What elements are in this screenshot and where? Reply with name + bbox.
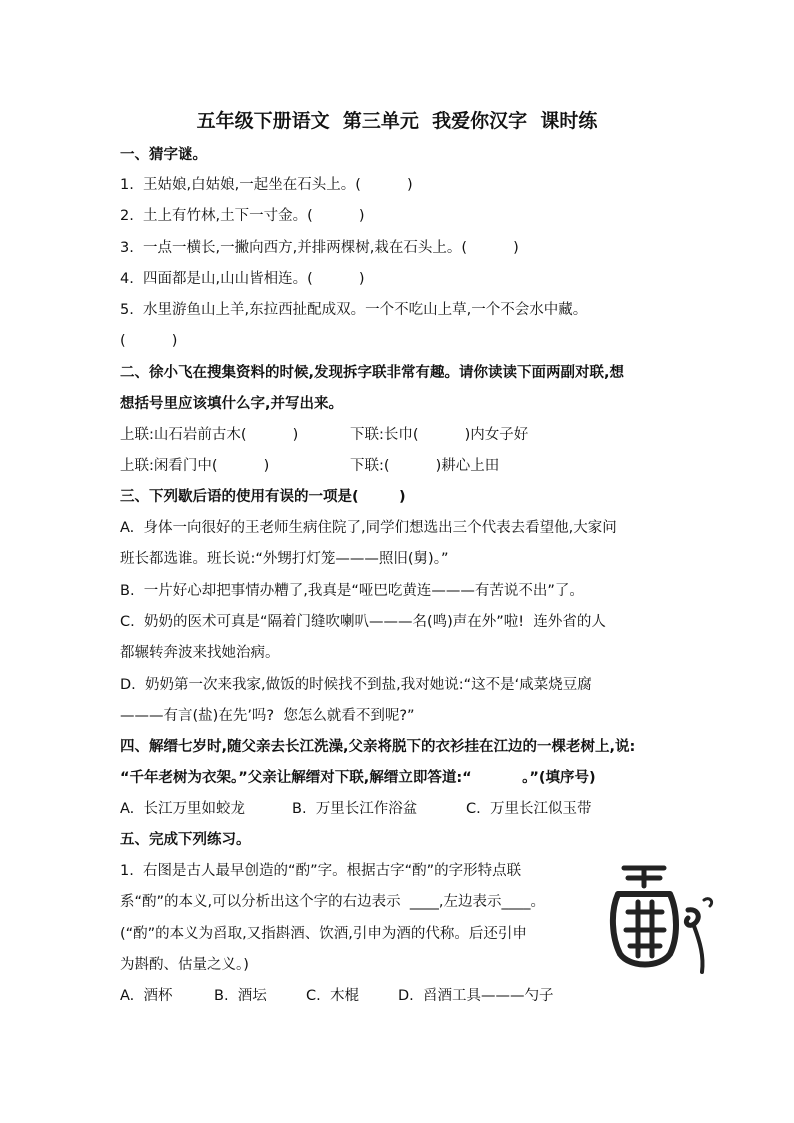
- zhuo-question-line1: 1. 右图是古人最早创造的“酌”字。根据古字“酌”的字形特点联: [120, 863, 522, 879]
- zhuo-option-d: D. 舀酒工具———勺子: [398, 988, 554, 1004]
- riddle-5: 5. 水里游鱼山上羊,东拉西扯配成双。一个不吃山上草,一个不会水中藏。: [120, 302, 588, 318]
- couplet-2-lower: 下联:( )耕心上田: [350, 458, 500, 474]
- couplet-1-upper: 上联:山石岩前古木( ): [120, 427, 299, 443]
- couplet-option-b: B. 万里长江作浴盆: [292, 801, 418, 817]
- zhuo-option-c: C. 木棍: [306, 988, 359, 1004]
- riddle-5-answer: ( ): [120, 333, 178, 349]
- section-2-heading-line2: 想括号里应该填什么字,并写出来。: [120, 396, 344, 412]
- riddle-4: 4. 四面都是山,山山皆相连。( ): [120, 271, 365, 287]
- option-b: B. 一片好心却把事情办糟了,我真是“哑巴吃黄连———有苦说不出”了。: [120, 583, 584, 599]
- riddle-1: 1. 王姑娘,白姑娘,一起坐在石头上。( ): [120, 177, 413, 193]
- option-a-line2: 班长都选谁。班长说:“外甥打灯笼———照旧(舅)。”: [120, 551, 449, 567]
- page-title: 五年级下册语文 第三单元 我爱你汉字 课时练: [196, 110, 598, 132]
- section-3-heading: 三、下列歇后语的使用有误的一项是( ): [120, 489, 406, 505]
- zhuo-question-line3: (“酌”的本义为舀取,又指斟酒、饮酒,引申为酒的代称。后还引申: [120, 926, 527, 942]
- section-4-heading-line1: 四、解缙七岁时,随父亲去长江洗澡,父亲将脱下的衣衫挂在江边的一棵老树上,说:: [120, 739, 636, 755]
- option-d-line2: ———有言(盐)在先’吗? 您怎么就看不到呢?”: [120, 708, 415, 724]
- couplet-2-upper: 上联:闲看门中( ): [120, 458, 270, 474]
- section-1-heading: 一、猜字谜。: [120, 147, 207, 163]
- zhuo-question-line4: 为斟酌、估量之义。): [120, 957, 249, 973]
- riddle-2: 2. 土上有竹林,土下一寸金。( ): [120, 208, 365, 224]
- couplet-1-lower: 下联:长巾( )内女子好: [350, 427, 529, 443]
- zhuo-option-a: A. 酒杯: [120, 988, 173, 1004]
- ancient-zhuo-character-image: [604, 860, 722, 982]
- section-5-heading: 五、完成下列练习。: [120, 832, 251, 848]
- option-c-line1: C. 奶奶的医术可真是“隔着门缝吹喇叭———名(鸣)声在外”啦! 连外省的人: [120, 614, 606, 630]
- option-c-line2: 都辗转奔波来找她治病。: [120, 645, 280, 661]
- couplet-option-a: A. 长江万里如蛟龙: [120, 801, 245, 817]
- riddle-3: 3. 一点一横长,一撇向西方,并排两棵树,栽在石头上。( ): [120, 240, 519, 256]
- couplet-option-c: C. 万里长江似玉带: [466, 801, 592, 817]
- section-4-heading-line2: “千年老树为衣架。”父亲让解缙对下联,解缙立即答道:“ 。”(填序号): [120, 770, 596, 786]
- option-a-line1: A. 身体一向很好的王老师生病住院了,同学们想选出三个代表去看望他,大家问: [120, 520, 617, 536]
- option-d-line1: D. 奶奶第一次来我家,做饭的时候找不到盐,我对她说:“这不是‘咸菜烧豆腐: [120, 677, 592, 693]
- zhuo-question-line2: 系“酌”的本义,可以分析出这个字的右边表示 ____,左边表示____。: [120, 894, 545, 910]
- section-2-heading-line1: 二、徐小飞在搜集资料的时候,发现拆字联非常有趣。请你读读下面两副对联,想: [120, 365, 625, 381]
- zhuo-option-b: B. 酒坛: [214, 988, 267, 1004]
